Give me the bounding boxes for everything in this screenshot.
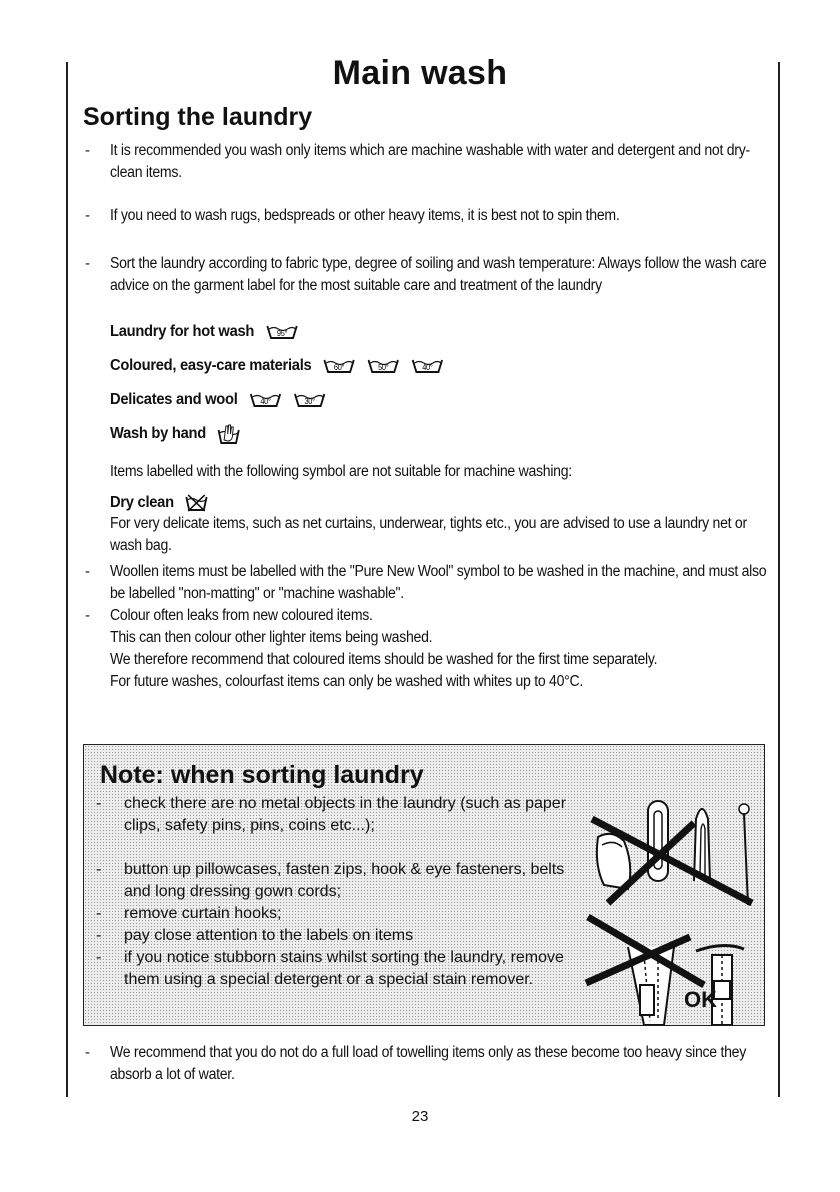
note-item-fasteners: button up pillowcases, fasten zips, hook & eye fasteners, belts and long dressing gown cords;: [124, 861, 565, 900]
note-dash: -: [96, 795, 102, 812]
sorting-illustration: [584, 785, 764, 1025]
page-number: 23: [411, 1108, 429, 1125]
wash-tub-60-icon: [322, 357, 355, 375]
category-coloured-label: Coloured, easy-care materials: [110, 357, 312, 374]
category-delicates: [110, 389, 768, 411]
paragraph-delicate-advice: For very delicate items, such as net curtains, underwear, tights etc., you are advised to use a laundry net or wash bag.: [110, 515, 747, 554]
wash-tub-40-icon: [249, 391, 282, 409]
bullet-dash: -: [85, 255, 90, 272]
note-item-metal-objects: check there are no metal objects in the laundry (such as paper clips, safety pins, pins, coins etc...);: [124, 795, 567, 834]
colour-line: We therefore recommend that coloured items should be washed for the first time separately.: [110, 651, 658, 668]
note-dash: -: [96, 905, 102, 922]
section-heading: Sorting the laundry: [83, 103, 313, 131]
dry-clean-row: [110, 492, 768, 514]
category-hot-wash: [110, 321, 768, 343]
category-hand-wash: [110, 423, 768, 445]
colour-line: This can then colour other lighter items being washed.: [110, 629, 433, 646]
category-hot-label: Laundry for hot wash: [110, 323, 255, 340]
category-coloured: [110, 355, 768, 377]
bullet-dash: -: [85, 142, 90, 159]
paragraph-towelling: We recommend that you do not do a full load of towelling items only as these become too heavy since they absorb a lot of water.: [110, 1044, 746, 1083]
do-not-wash-icon: [185, 493, 209, 513]
temp-40: 40°: [422, 362, 433, 373]
hand-wash-icon: [217, 423, 241, 445]
ok-label: OK: [684, 987, 717, 1012]
paragraph-heavy-items: If you need to wash rugs, bedspreads or other heavy items, it is best not to spin them.: [110, 207, 620, 224]
right-margin-rule: [778, 62, 780, 1097]
note-item-curtain-hooks: remove curtain hooks;: [124, 905, 282, 922]
note-dash: -: [96, 861, 102, 878]
wash-tub-50-icon: [367, 357, 400, 375]
paragraph-colour: [110, 605, 768, 693]
dry-clean-label: Dry clean: [110, 494, 174, 511]
metal-objects-crossed-icon: [592, 801, 752, 905]
left-margin-rule: [66, 62, 68, 1097]
category-hand-label: Wash by hand: [110, 425, 206, 443]
paragraph-sort-laundry: Sort the laundry according to fabric type, degree of soiling and wash temperature: Always follow the wash care advice on the garment label for the most suitable care and treatment of the laundry: [110, 255, 767, 294]
paragraph-wool: Woollen items must be labelled with the "Pure New Wool" symbol to be washed in the machine, and must also be labelled "non-matting" or "machine washable".: [110, 563, 767, 602]
wash-tub-30-icon: [293, 391, 326, 409]
page-title: Main wash: [332, 54, 508, 92]
wash-tub-40-icon: [411, 357, 444, 375]
zip-ok-icon: [684, 945, 744, 1025]
bullet-dash: -: [85, 563, 90, 580]
wash-tub-95-icon: [265, 323, 298, 341]
note-item-stains: if you notice stubborn stains whilst sorting the laundry, remove them using a special detergent or a special stain remover.: [124, 949, 564, 988]
note-title: Note: when sorting laundry: [100, 761, 424, 789]
bullet-dash: -: [85, 607, 90, 624]
colour-line: For future washes, colourfast items can only be washed with whites up to 40°C.: [110, 673, 583, 690]
bullet-dash: -: [85, 207, 90, 224]
colour-line: Colour often leaks from new coloured items.: [110, 607, 373, 624]
paragraph-machine-washable: It is recommended you wash only items which are machine washable with water and detergent and not dry-clean items.: [110, 142, 750, 181]
temp-60: 60°: [333, 362, 345, 373]
category-delicates-label: Delicates and wool: [110, 391, 238, 408]
note-box: [83, 744, 765, 1026]
paragraph-not-suitable: Items labelled with the following symbol are not suitable for machine washing:: [110, 463, 572, 480]
note-dash: -: [96, 927, 102, 944]
note-item-labels: pay close attention to the labels on items: [124, 927, 414, 944]
temp-95: 95°: [276, 328, 287, 339]
note-dash: -: [96, 949, 102, 966]
temp-30: 30°: [304, 396, 315, 407]
temp-40: 40°: [259, 396, 271, 407]
bullet-dash: -: [85, 1044, 90, 1061]
temp-50: 50°: [377, 362, 389, 373]
